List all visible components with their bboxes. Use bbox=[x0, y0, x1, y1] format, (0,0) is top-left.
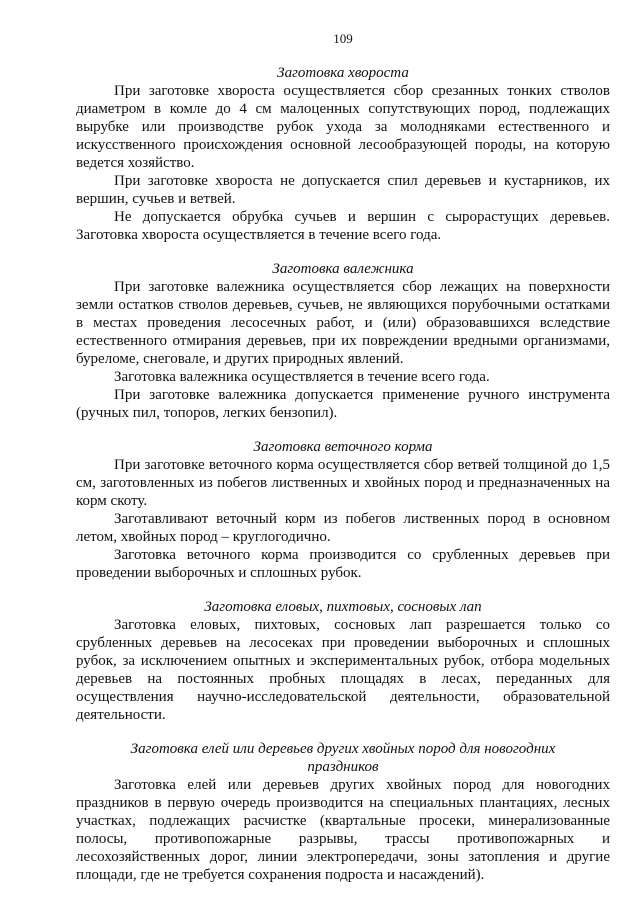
section-branch-fodder bbox=[76, 438, 610, 582]
section-heading: Заготовка веточного корма bbox=[253, 439, 433, 455]
section-deadwood bbox=[76, 260, 610, 422]
section-heading: Заготовка хвороста bbox=[277, 65, 409, 81]
paragraph: Не допускается обрубка сучьев и вершин с сырорастущих деревьев. Заготовка хвороста осуществляется в течение всего года. bbox=[76, 209, 610, 243]
paragraph: Заготовка валежника осуществляется в течение всего года. bbox=[114, 369, 490, 385]
section-heading: Заготовка елей или деревьев других хвойных пород для новогодних праздников bbox=[130, 741, 556, 775]
paragraph: При заготовке хвороста осуществляется сбор срезанных тонких стволов диаметром в комле до 4 см малоценных сопутствующих пород, подлежащих вырубке или производстве рубок ухода за молодняками естественного и искусственного происхождения основной лесообразующей породы, на которую ведется хозяйство. bbox=[76, 83, 610, 171]
paragraph: При заготовке веточного корма осуществляется сбор ветвей толщиной до 1,5 см, заготовленных из побегов лиственных и хвойных пород и предназначенных на корм скоту. bbox=[76, 457, 610, 509]
section-conifer-branches bbox=[76, 598, 610, 724]
paragraph: При заготовке валежника допускается применение ручного инструмента (ручных пил, топоров, легких бензопил). bbox=[76, 387, 610, 421]
paragraph: Заготавливают веточный корм из побегов лиственных пород в основном летом, хвойных пород – круглогодично. bbox=[76, 511, 610, 545]
paragraph: Заготовка елей или деревьев других хвойных пород для новогодних праздников в первую очередь производится на специальных плантациях, лесных участках, подлежащих расчистке (квартальные просеки, минерализованные полосы, противопожарные разрывы, трассы противопожарных и лесохозяйственных дорог, линии электропередачи, зоны затопления и другие площади, где не требуется сохранения подроста и насаждений). bbox=[76, 777, 610, 883]
page-number: 109 bbox=[333, 31, 353, 46]
document-page bbox=[76, 0, 610, 900]
section-brushwood bbox=[76, 64, 610, 244]
paragraph: При заготовке хвороста не допускается спил деревьев и кустарников, их вершин, сучьев и ветвей. bbox=[76, 173, 610, 207]
section-heading: Заготовка валежника bbox=[272, 261, 414, 277]
section-heading: Заготовка еловых, пихтовых, сосновых лап bbox=[204, 599, 482, 615]
paragraph: При заготовке валежника осуществляется сбор лежащих на поверхности земли остатков стволов деревьев, сучьев, не являющихся порубочными остатками в местах проведения лесосечных работ, и (или) образовавшихся вследствие естественного отмирания деревьев, при их повреждении вредными организмами, буреломе, снеговале, и других природных явлений. bbox=[76, 279, 610, 367]
section-new-year-trees bbox=[76, 740, 610, 884]
paragraph: Заготовка веточного корма производится со срубленных деревьев при проведении выборочных и сплошных рубок. bbox=[76, 547, 610, 581]
paragraph: Заготовка еловых, пихтовых, сосновых лап разрешается только со срубленных деревьев на лесосеках при проведении выборочных и сплошных рубок, за исключением опытных и экспериментальных рубок, отбора модельных деревьев на постоянных пробных площадях в лесах, переданных для осуществления научно-исследовательской деятельности, образовательной деятельности. bbox=[76, 617, 610, 723]
